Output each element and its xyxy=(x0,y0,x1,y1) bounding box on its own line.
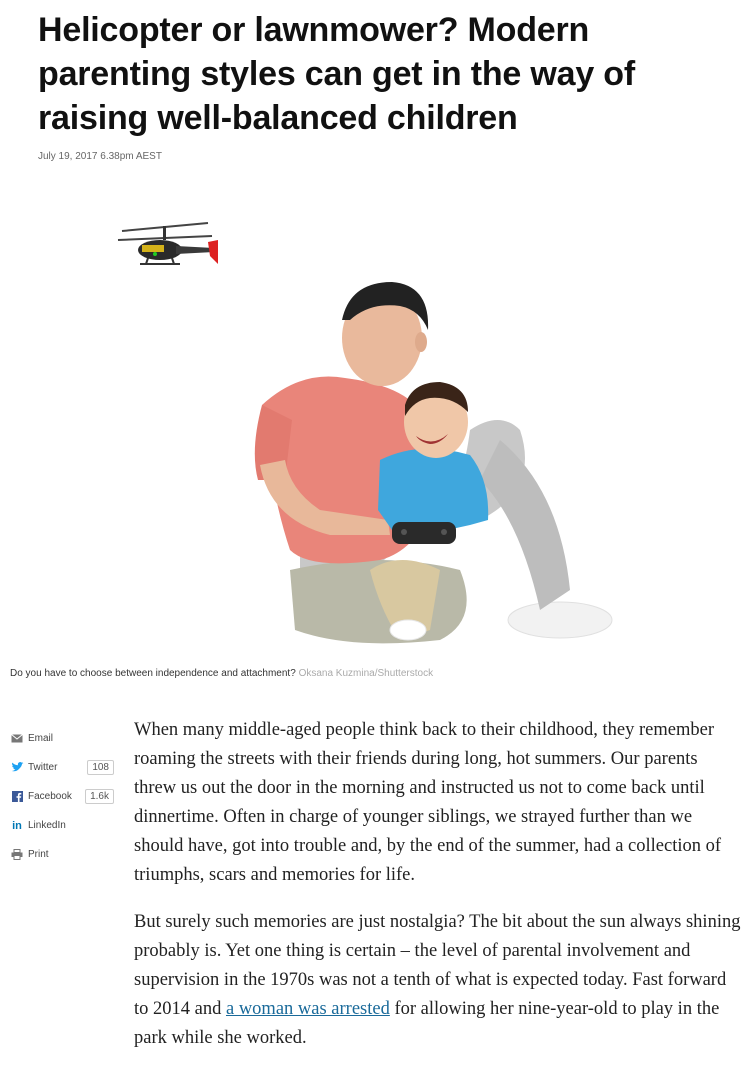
article-hero-image xyxy=(0,190,747,660)
share-twitter-label: Twitter xyxy=(28,762,58,773)
facebook-share-count: 1.6k xyxy=(85,789,114,804)
share-print-button[interactable] xyxy=(10,840,120,869)
toy-helicopter xyxy=(118,223,218,264)
share-print-label: Print xyxy=(28,849,49,860)
twitter-share-count: 108 xyxy=(87,760,114,775)
share-email-label: Email xyxy=(28,733,54,744)
article-body xyxy=(134,716,742,1071)
caption-text: Do you have to choose between independence and attachment? xyxy=(10,668,296,679)
share-facebook-button[interactable] xyxy=(10,782,120,811)
body-paragraph: When many middle-aged people think back to their childhood, they remember roaming the streets with their friends during long, hot summers. Our parents threw us out the door in the morning and instructed us not to come back until dinnertime. Often in charge of younger siblings, we strayed further than we should have, got into trouble and, by the end of the summer, had a collection of triumphs, scars and memories for life. xyxy=(134,720,722,885)
envelope-icon xyxy=(10,733,24,745)
twitter-bird-icon xyxy=(10,762,24,774)
share-facebook-label: Facebook xyxy=(28,791,72,802)
paragraph-text: But surely such memories are just nostalgia? The bit about the sun always shining probably is. Yet one thing is certain – the level of parental involvement and supervision in the 1970s was not a tenth of what is expected today. Fast forward to 2014 and xyxy=(134,912,741,1019)
share-linkedin-button[interactable] xyxy=(10,811,120,840)
woman-arrested-link[interactable]: a woman was arrested xyxy=(225,999,390,1019)
photo-credit[interactable]: Oksana Kuzmina/Shutterstock xyxy=(298,668,434,679)
share-twitter-button[interactable] xyxy=(10,753,120,782)
linkedin-icon: in xyxy=(12,819,22,832)
share-email-button[interactable] xyxy=(10,724,120,753)
share-linkedin-label: LinkedIn xyxy=(28,820,66,831)
share-sidebar xyxy=(10,724,120,869)
paragraph-text: for allowing her nine-year-old to play in the park while she worked. xyxy=(134,999,720,1048)
body-paragraph xyxy=(134,908,742,1053)
printer-icon xyxy=(10,849,24,861)
article-date: July 19, 2017 6.38pm AEST xyxy=(38,151,162,162)
facebook-icon xyxy=(10,791,24,803)
image-caption xyxy=(10,668,433,679)
father-son-helicopter-illustration xyxy=(0,190,747,660)
article-headline: Helicopter or lawnmower? Modern parenting styles can get in the way of raising well-balanced children xyxy=(38,11,635,137)
